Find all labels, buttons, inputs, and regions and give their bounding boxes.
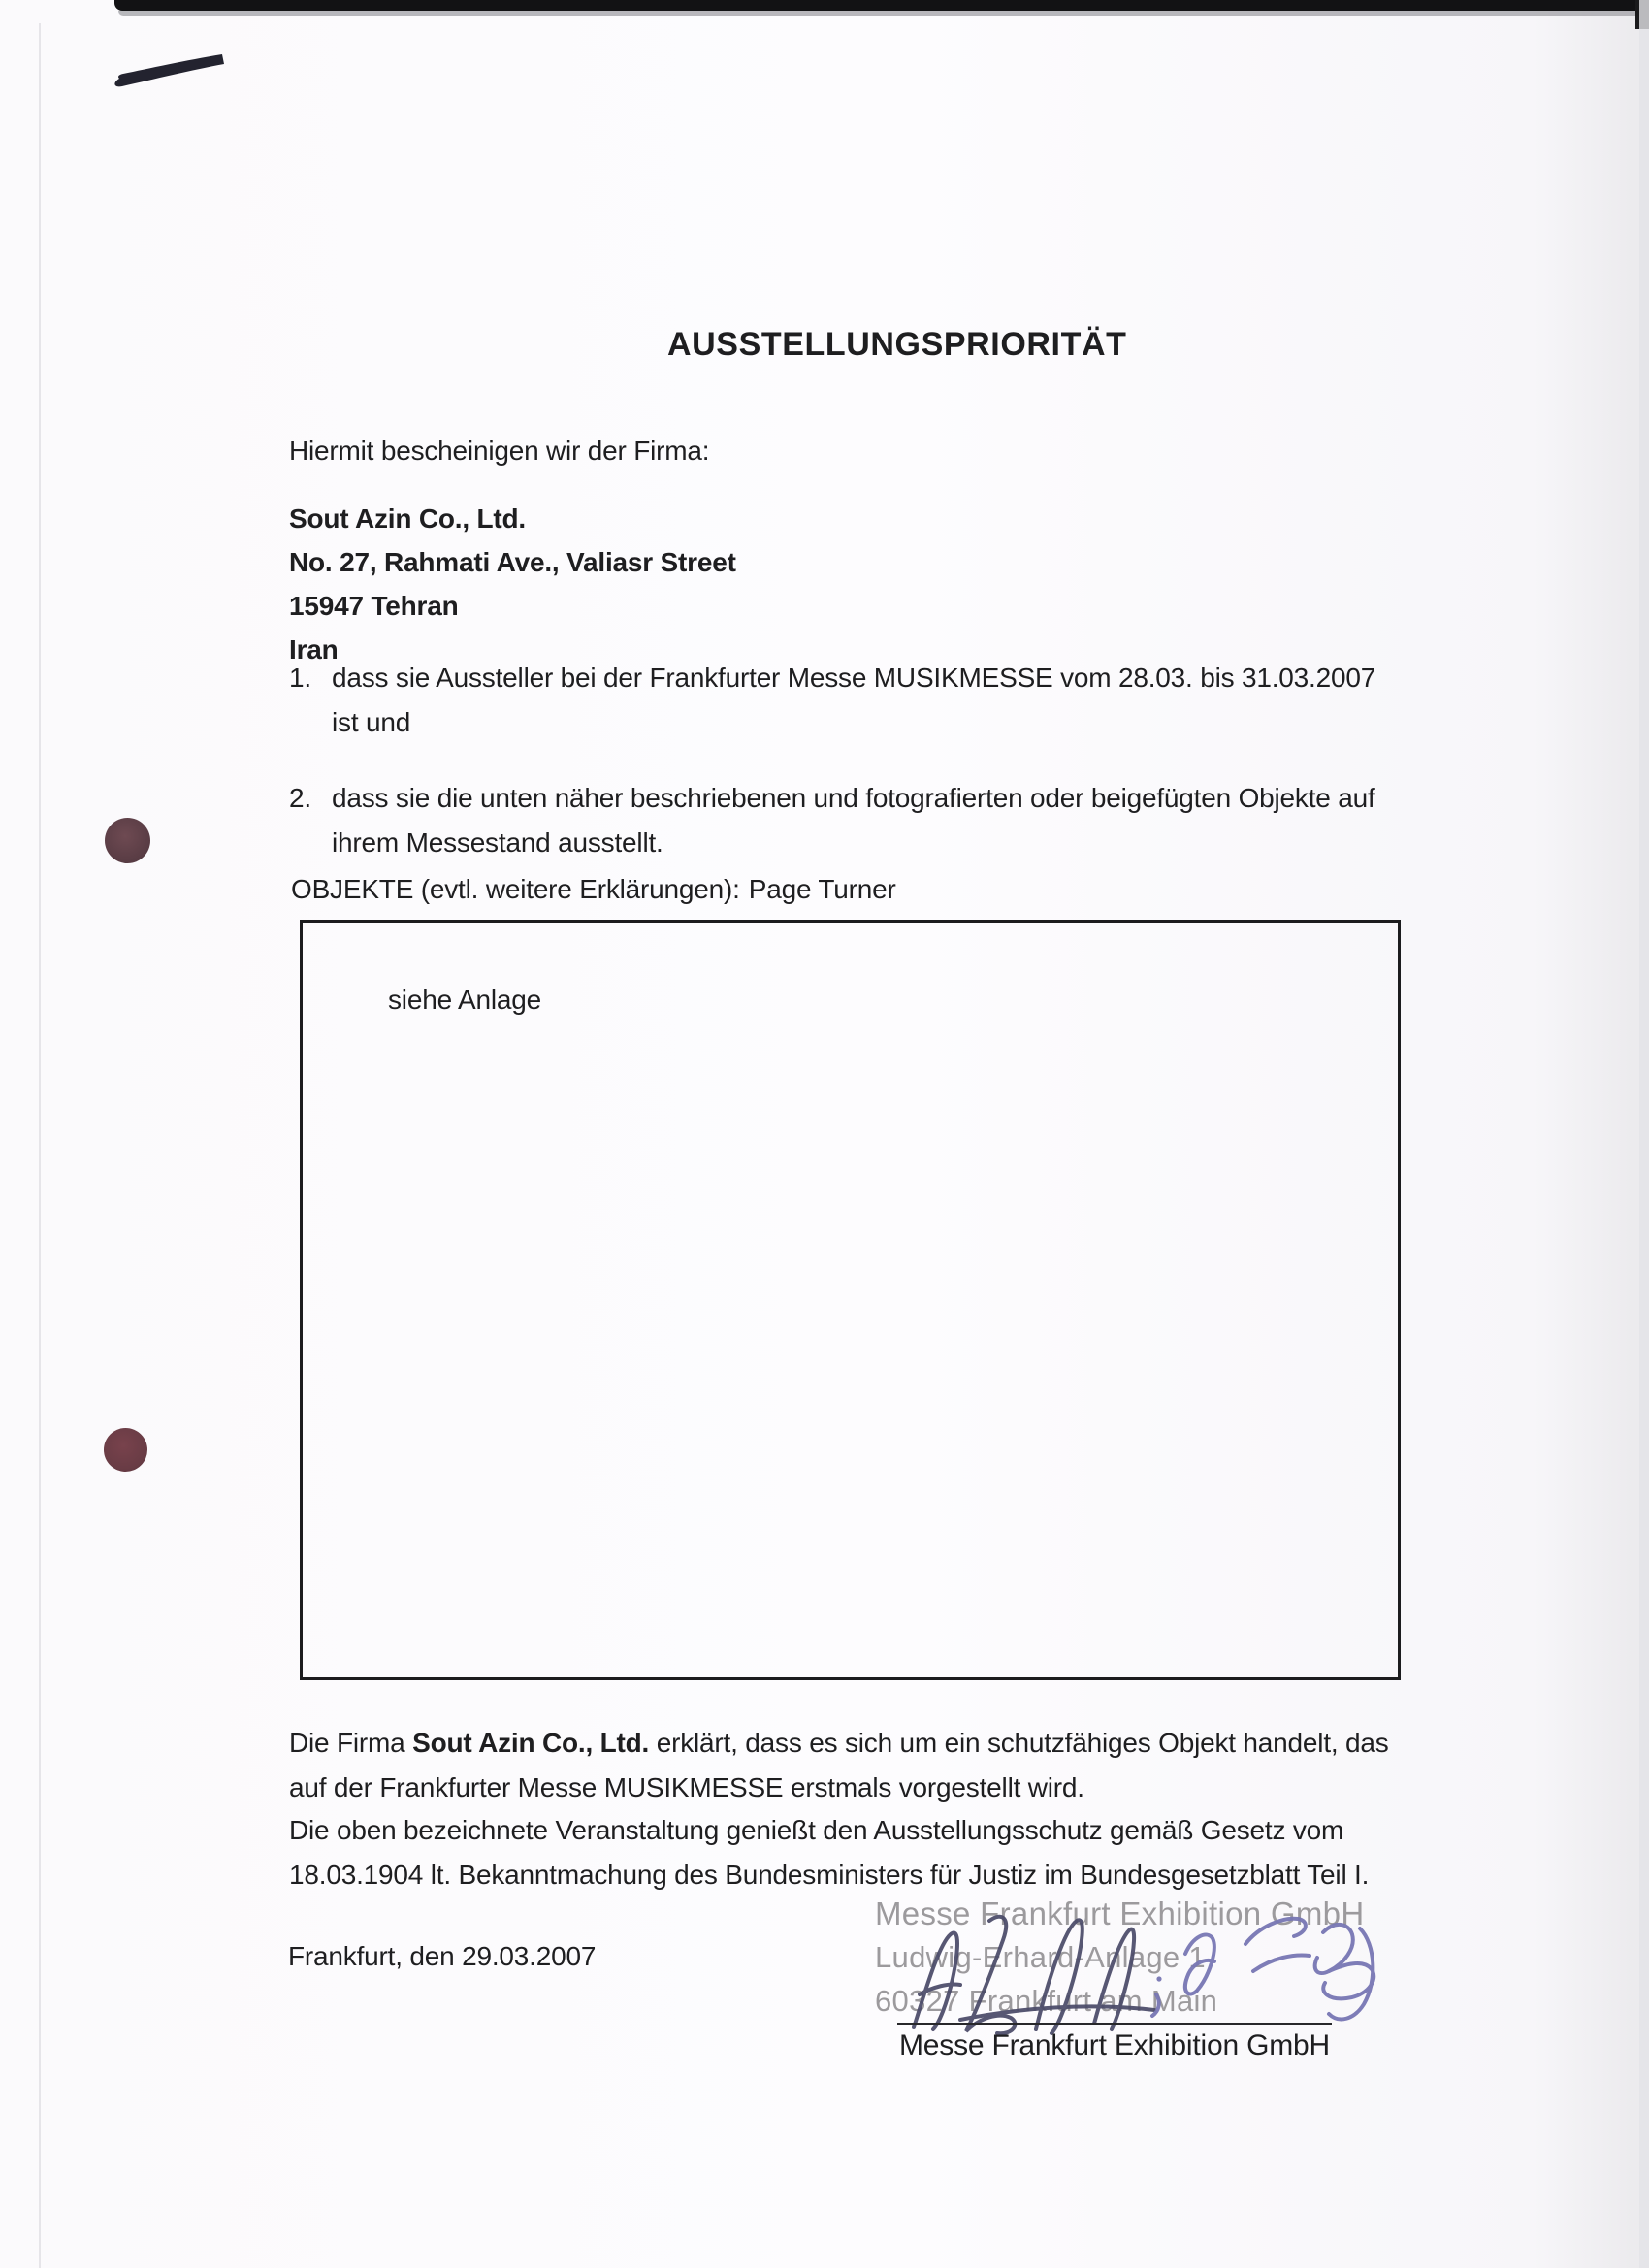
protection-paragraph (289, 1808, 1369, 1897)
intro-line: Hiermit bescheinigen wir der Firma: (289, 436, 710, 466)
list-item-1 (289, 656, 1375, 745)
signature-company-label: Messe Frankfurt Exhibition GmbH (899, 2029, 1330, 2061)
item-text (332, 656, 1375, 745)
stamp-line-2: Ludwig-Erhard-Anlage 1 (875, 1940, 1206, 1974)
declaration-company: Sout Azin Co., Ltd. (412, 1728, 650, 1758)
objects-box (300, 920, 1401, 1680)
paper-right-edge (1639, 0, 1649, 2268)
scan-top-edge (114, 0, 1649, 11)
item-text-line: ist und (332, 707, 411, 737)
item-text-line: dass sie die unten näher beschriebenen und fotografierten oder beigefügten Objekte auf (332, 783, 1375, 813)
company-address-block (289, 497, 736, 671)
signature-line (897, 2023, 1332, 2025)
company-name: Sout Azin Co., Ltd. (289, 503, 527, 534)
item-number: 1. (289, 663, 311, 693)
stamp-line-3: 60327 Frankfurt am Main (875, 1984, 1218, 2018)
item-text-line: ihrem Messestand ausstellt. (332, 827, 663, 858)
declaration-suffix: erklärt, dass es sich um ein schutzfähiges Objekt handelt, das (649, 1728, 1389, 1758)
page-title: AUSSTELLUNGSPRIORITÄT (667, 326, 1127, 363)
declaration-paragraph (289, 1721, 1389, 1810)
pen-mark-icon (109, 49, 237, 93)
hole-punch-mark (105, 818, 150, 863)
date-line: Frankfurt, den 29.03.2007 (288, 1941, 597, 1971)
declaration-prefix: Die Firma (289, 1728, 413, 1758)
company-street: No. 27, Rahmati Ave., Valiasr Street (289, 547, 736, 577)
company-country: Iran (289, 634, 339, 664)
objects-label: OBJEKTE (evtl. weitere Erklärungen): (291, 874, 740, 904)
company-city: 15947 Tehran (289, 591, 459, 621)
item-number: 2. (289, 783, 311, 813)
list-item-2 (289, 776, 1375, 865)
objects-value: Page Turner (748, 874, 896, 904)
protection-line-1: Die oben bezeichnete Veranstaltung genießt den Ausstellungsschutz gemäß Gesetz vom (289, 1815, 1344, 1845)
hole-punch-mark (104, 1428, 147, 1472)
declaration-line-2: auf der Frankfurter Messe MUSIKMESSE erstmals vorgestellt wird. (289, 1772, 1084, 1802)
objects-line (291, 867, 896, 912)
declaration-line-1 (289, 1721, 1389, 1766)
paper-left-edge (39, 23, 41, 2268)
item-text-line: dass sie Aussteller bei der Frankfurter Messe MUSIKMESSE vom 28.03. bis 31.03.2007 (332, 663, 1376, 693)
item-text (332, 776, 1375, 865)
stamp-line-1: Messe Frankfurt Exhibition GmbH (875, 1895, 1365, 1931)
scan-top-edge-shadow (118, 11, 1649, 16)
protection-line-2: 18.03.1904 lt. Bekanntmachung des Bundesministers für Justiz im Bundesgesetzblatt Teil I. (289, 1860, 1370, 1890)
box-note: siehe Anlage (388, 985, 541, 1015)
